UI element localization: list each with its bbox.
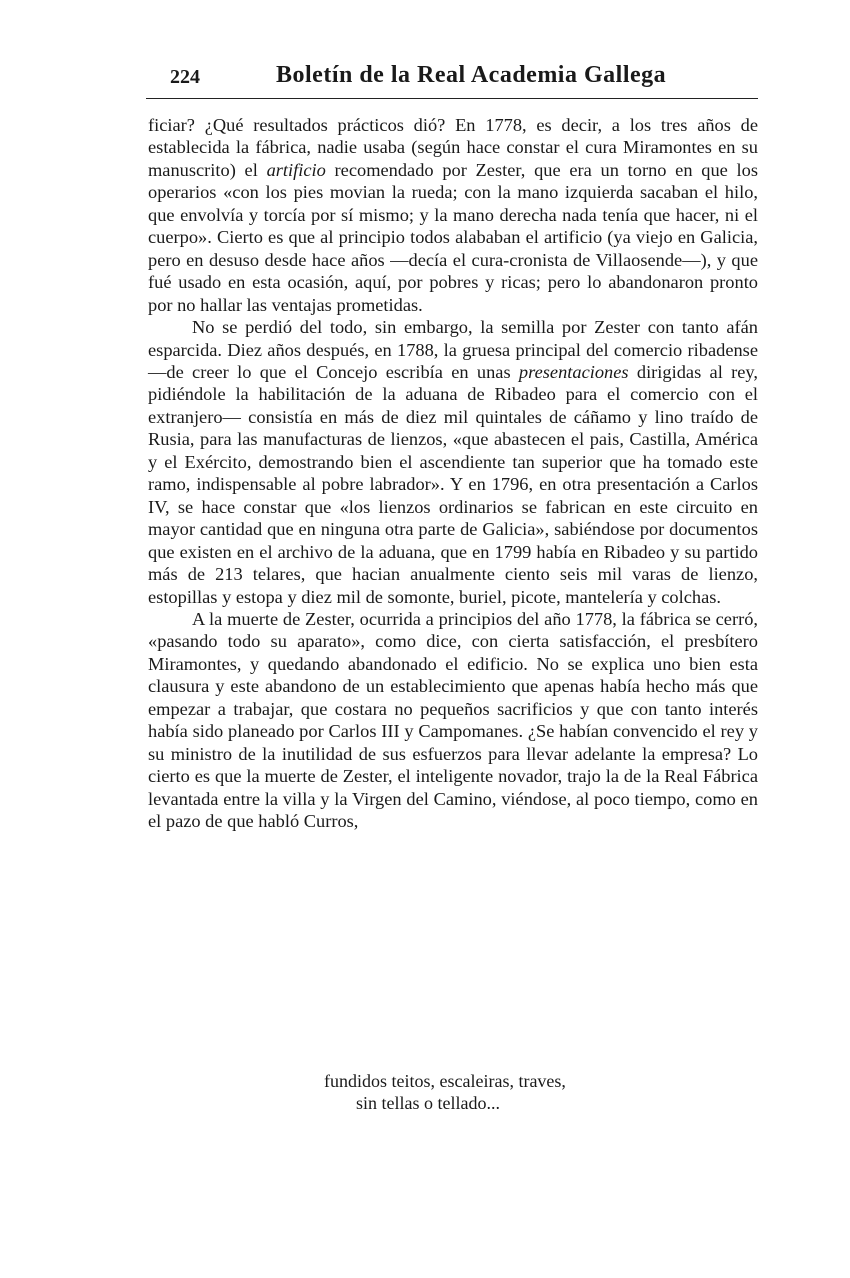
paragraph-2 [148, 316, 758, 608]
page-header [146, 62, 758, 99]
paragraph-1 [148, 114, 758, 316]
paragraph-1-text-b: recomendado por Zester, que era un torno en que los operarios «con los pies movian la rueda; con la mano izquierda sacaban el hilo, que envolvía y torcía por sí mismo; y la mano derecha nada tenía que hacer, ni el cuerpo». Cierto es que al principio todos alababan el artificio (ya viejo en Galicia, pero en desuso desde hace años —decía el cura-cronista de Villaosende—), y que fué usado en esta ocasión, aquí, por pobres y ricas; pero lo abandonaron pronto por no hallar las ventajas prometidas. [148, 159, 758, 315]
body-text [148, 114, 758, 833]
paragraph-1-text-a: ficiar? ¿Qué resultados prácticos dió? En 1778, es decir, a los tres años de establecida la fábrica, nadie usaba (según hace constar el cura Miramontes en su manuscrito) el [148, 115, 758, 180]
verse-line-2: sin tellas o tellado... [356, 1093, 500, 1113]
verse-line-1: fundidos teitos, escaleiras, traves, [324, 1071, 566, 1091]
page-number: 224 [170, 66, 200, 88]
paragraph-3: A la muerte de Zester, ocurrida a principios del año 1778, la fábrica se cerró, «pasando todo su aparato», como dice, con cierta satisfacción, el presbítero Miramontes, y quedando abandonado el edificio. No se explica uno bien esta clausura y este abandono de un establecimiento que apenas había hecho más que empezar a trabajar, que costara no pequeños sacrificios y que con tanto interés había sido planeado por Carlos III y Campomanes. ¿Se habían convencido el rey y su ministro de la inutilidad de sus esfuerzos para llevar adelante la empresa? Lo cierto es que la muerte de Zester, el inteligente novador, trajo la de la Real Fábrica levantada entre la villa y la Virgen del Camino, viéndose, al poco tiempo, como en el pazo de que habló Curros, [148, 608, 758, 832]
paragraph-2-emphasis: presentaciones [518, 361, 629, 382]
paragraph-1-emphasis: artificio [266, 159, 326, 180]
paragraph-2-text-b: dirigidas al rey, pidiéndole la habilitación de la aduana de Ribadeo para el comercio con el extranjero— consistía en más de diez mil quintales de cáñamo y lino traído de Rusia, para las manufacturas de lienzos, «que abastecen el pais, Castilla, América y el Exército, demostrando bien el ascendiente tan superior que ha tomado este ramo, indispensable al pobre labrador». Y en 1796, en otra presentación a Carlos IV, se hace constar que «los lienzos ordinarios se fabrican en este circuito en mayor cantidad que en ninguna otra parte de Galicia», sabiéndose por documentos que existen en el archivo de la aduana, que en 1799 había en Ribadeo y su partido más de 213 telares, que hacian anualmente ciento seis mil varas de lienzo, estopillas y estopa y diez mil de somonte, buriel, picote, mantelería y colchas. [148, 361, 758, 607]
paragraph-2-text-a: No se perdió del todo, sin embargo, la semilla por Zester con tanto afán esparcida. Diez años después, en 1788, la gruesa principal del comercio ribadense —de creer lo que el Concejo escribía en unas [148, 317, 758, 382]
running-head: Boletín de la Real Academia Gallega [276, 62, 667, 88]
verse-quote [148, 1070, 758, 1114]
